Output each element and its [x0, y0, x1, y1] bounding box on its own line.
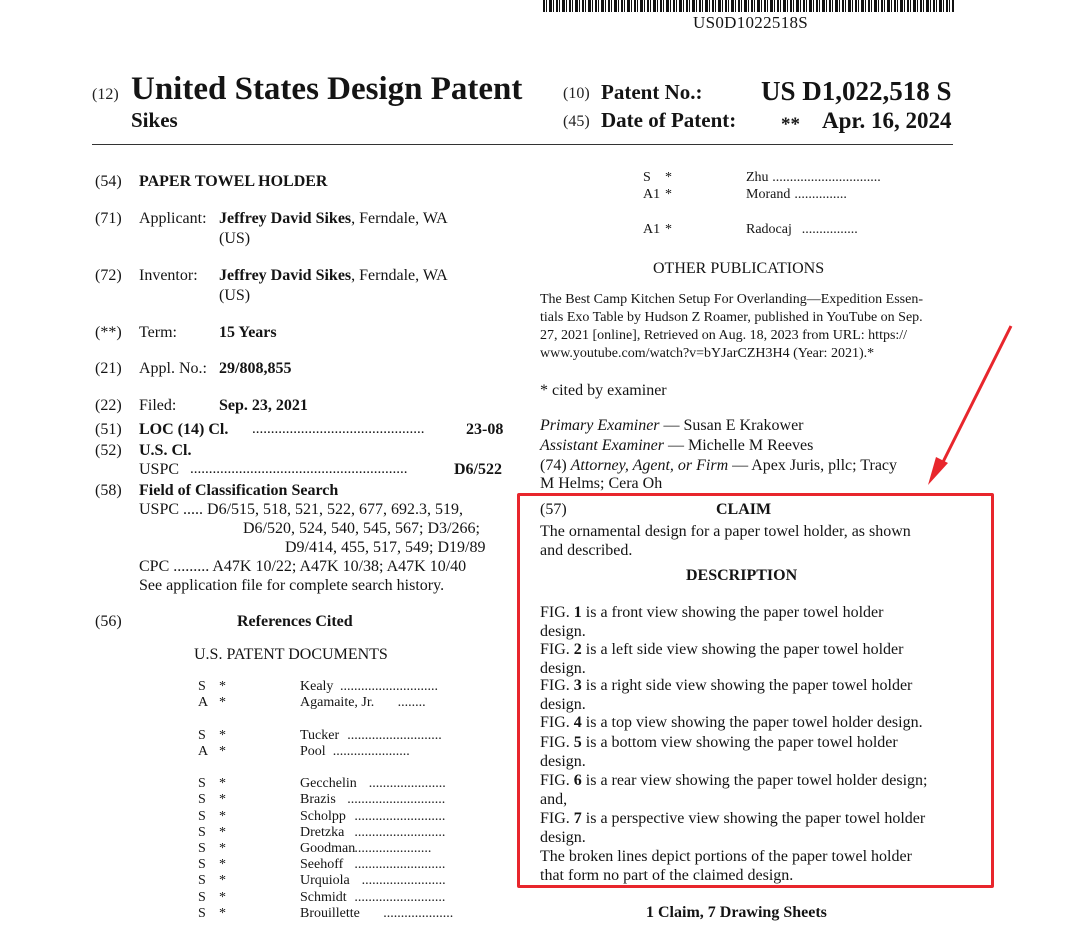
attorney-label: Attorney, Agent, or Firm: [570, 457, 729, 474]
figure-description-cont: design.: [540, 753, 586, 770]
ref-kind: S: [198, 889, 206, 905]
claim-title: CLAIM: [716, 501, 772, 518]
ref-kind: A: [198, 695, 209, 711]
field-line-5: See application file for complete search history.: [139, 577, 445, 594]
code-54: (54): [95, 173, 122, 190]
ref-star: *: [219, 776, 226, 792]
barcode-text: US0D1022518S: [693, 13, 809, 32]
fig-text: is a right side view showing the paper towel holder: [581, 677, 913, 694]
assistant-examiner-name: — Michelle M Reeves: [664, 437, 814, 454]
us-cl-label: U.S. Cl.: [139, 442, 192, 459]
other-pub-line-4: www.youtube.com/watch?v=bYJarCZH3H4 (Year: 2021).*: [540, 346, 875, 361]
ref-star: *: [219, 727, 226, 743]
appl-no-value: 29/808,855: [219, 360, 292, 377]
code-22: (22): [95, 397, 122, 414]
cited-by-examiner-note: * cited by examiner: [540, 382, 667, 399]
fig-number: 1: [573, 604, 582, 621]
fig-text: is a bottom view showing the paper towel holder: [581, 734, 898, 751]
ref-kind: A: [198, 743, 209, 759]
ref-star: *: [219, 824, 226, 840]
ref-star: *: [219, 857, 226, 873]
code-term: (**): [95, 324, 122, 341]
ref-star: *: [219, 792, 226, 808]
figure-description-cont: design.: [540, 660, 586, 677]
uspc-value: D6/522: [454, 461, 502, 478]
fig-number: 3: [573, 677, 582, 694]
primary-examiner: [540, 416, 804, 435]
field-search-label: Field of Classification Search: [139, 482, 339, 499]
ref-dots: ........................: [361, 873, 446, 889]
ref-dots: ...........................: [347, 727, 442, 743]
fig-prefix: FIG.: [540, 772, 574, 789]
date-of-patent: Apr. 16, 2024: [822, 108, 952, 133]
applicant-country: (US): [219, 230, 251, 247]
date-term-mark: **: [781, 114, 800, 135]
design-title: PAPER TOWEL HOLDER: [139, 173, 328, 190]
fig-prefix: FIG.: [540, 734, 574, 751]
ref-kind: S: [198, 841, 206, 856]
field-line-3: D9/414, 455, 517, 549; D19/89: [285, 539, 486, 556]
ref-name: Dretzka: [300, 824, 345, 840]
assistant-examiner-label: Assistant Examiner: [540, 437, 664, 454]
term-value: 15 Years: [219, 324, 277, 341]
ref-star: *: [219, 695, 226, 711]
fig-text: is a left side view showing the paper towel holder: [581, 641, 904, 658]
applicant-location: , Ferndale, WA: [351, 210, 448, 227]
ref-star: *: [219, 743, 226, 759]
fig-prefix: FIG.: [540, 604, 574, 621]
fig-number: 2: [573, 641, 582, 658]
applicant: [219, 209, 448, 228]
inventor-label: Inventor:: [139, 267, 198, 284]
field-line-2: D6/520, 524, 540, 545, 567; D3/266;: [243, 520, 480, 537]
references-cited-title: References Cited: [237, 613, 353, 630]
ref-kind: S: [198, 873, 206, 889]
date-of-patent-label: Date of Patent:: [601, 108, 737, 132]
barcode: [543, 0, 954, 12]
fig-text: is a rear view showing the paper towel holder design;: [581, 772, 928, 789]
figure-description-cont: design.: [540, 696, 586, 713]
ref-name: Scholpp: [300, 808, 346, 824]
ref-dots: ...............: [794, 187, 847, 203]
ref-name: Seehoff: [300, 857, 344, 873]
broken-lines-line-2: that form no part of the claimed design.: [540, 867, 794, 884]
ref-name: Agamaite, Jr.: [300, 695, 375, 711]
loc-label: LOC (14) Cl.: [139, 421, 229, 438]
ref-kind: S: [198, 857, 206, 873]
other-pub-line-2: tials Exo Table by Hudson Z Roamer, published in YouTube on Sep.: [540, 310, 923, 325]
other-pub-line-1: The Best Camp Kitchen Setup For Overlanding—Expedition Essen-: [540, 292, 923, 307]
inventor-location: , Ferndale, WA: [351, 267, 448, 284]
ref-name: Tucker: [300, 727, 340, 743]
fig-number: 4: [573, 714, 582, 731]
ref-star: *: [665, 221, 672, 237]
ref-star: *: [219, 808, 226, 824]
ref-dots: ..........................: [354, 889, 446, 905]
ref-star: *: [219, 841, 226, 856]
ref-dots: ......................: [368, 776, 446, 792]
term-label: Term:: [139, 324, 177, 341]
appl-no-label: Appl. No.:: [139, 360, 207, 377]
primary-examiner-name: — Susan E Krakower: [659, 417, 804, 434]
fig-text: is a perspective view showing the paper towel holder: [581, 810, 926, 827]
field-line-4: CPC ......... A47K 10/22; A47K 10/38; A47K 10/40: [139, 558, 467, 575]
other-pub-line-3: 27, 2021 [online], Retrieved on Aug. 18, 2023 from URL: https://: [540, 328, 908, 343]
inventor-name: Jeffrey David Sikes: [219, 267, 352, 284]
ref-kind: A1: [643, 221, 661, 237]
primary-examiner-label: Primary Examiner: [540, 417, 660, 434]
highlight-box: [517, 493, 994, 888]
ref-kind: S: [198, 905, 206, 921]
attorney: [540, 456, 897, 475]
ref-dots: ..........................: [354, 808, 446, 824]
ref-kind: S: [198, 679, 206, 694]
field-line-1: USPC ..... D6/515, 518, 521, 522, 677, 692.3, 519,: [139, 501, 464, 518]
ref-name: Pool: [300, 743, 326, 759]
claim-line-2: and described.: [540, 542, 633, 559]
claims-sheets-footer: 1 Claim, 7 Drawing Sheets: [646, 904, 827, 921]
ref-dots: ......................: [332, 743, 410, 759]
code-71: (71): [95, 210, 122, 227]
applicant-label: Applicant:: [139, 210, 207, 227]
filed-label: Filed:: [139, 397, 177, 414]
ref-dots: ..........................: [354, 857, 446, 873]
fig-prefix: FIG.: [540, 677, 574, 694]
attorney-name-1: — Apex Juris, pllc; Tracy: [728, 457, 898, 474]
code-45: (45): [563, 113, 590, 130]
code-21: (21): [95, 360, 122, 377]
ref-name: Radocaj: [746, 221, 792, 237]
description-title: DESCRIPTION: [686, 567, 798, 584]
patent-number: US D1,022,518 S: [761, 76, 952, 106]
code-72: (72): [95, 267, 122, 284]
claim-line-1: The ornamental design for a paper towel holder, as shown: [540, 523, 911, 540]
ref-star: *: [665, 170, 672, 185]
fig-prefix: FIG.: [540, 810, 574, 827]
ref-dots: ................: [801, 221, 858, 237]
applicant-name: Jeffrey David Sikes: [219, 210, 352, 227]
code-56: (56): [95, 613, 122, 630]
header-rule: [92, 144, 953, 145]
fig-number: 7: [573, 810, 582, 827]
ref-dots: ............................: [347, 792, 446, 808]
attorney-name-2: M Helms; Cera Oh: [540, 475, 663, 492]
ref-name: Zhu: [746, 170, 769, 185]
broken-lines-line-1: The broken lines depict portions of the paper towel holder: [540, 848, 912, 865]
filed-value: Sep. 23, 2021: [219, 397, 308, 414]
ref-kind: S: [198, 792, 206, 808]
fig-number: 6: [573, 772, 582, 789]
code-57: (57): [540, 501, 567, 518]
ref-name: Brazis: [300, 792, 336, 808]
ref-dots: ..........................: [354, 824, 446, 840]
ref-star: *: [219, 873, 226, 889]
patent-title: United States Design Patent: [131, 71, 523, 107]
ref-name: Gecchelin: [300, 776, 357, 792]
ref-dots: ............................: [340, 679, 438, 694]
ref-name: Brouillette: [300, 905, 360, 921]
ref-name: Morand: [746, 187, 791, 203]
fig-number: 5: [573, 734, 582, 751]
ref-name: Schmidt: [300, 889, 347, 905]
ref-star: *: [219, 889, 226, 905]
ref-dots: ...............................: [772, 170, 881, 185]
ref-star: *: [665, 187, 672, 203]
ref-kind: S: [198, 727, 206, 743]
ref-kind: S: [198, 808, 206, 824]
ref-star: *: [219, 905, 226, 921]
ref-dots: ....................: [383, 905, 454, 921]
figure-description-cont: design.: [540, 829, 586, 846]
uspc-dots: ..........................................................: [190, 461, 408, 477]
us-patent-documents-title: U.S. PATENT DOCUMENTS: [194, 646, 388, 663]
loc-value: 23-08: [466, 421, 504, 438]
code-58: (58): [95, 482, 122, 499]
fig-text: is a front view showing the paper towel holder: [581, 604, 884, 621]
code-51: (51): [95, 421, 122, 438]
figure-description-cont: and,: [540, 791, 568, 808]
code-52: (52): [95, 442, 122, 459]
assistant-examiner: [540, 436, 813, 455]
fig-prefix: FIG.: [540, 641, 574, 658]
ref-star: *: [219, 679, 226, 694]
ref-name: Urquiola: [300, 873, 350, 889]
loc-dots: ..............................................: [252, 421, 425, 437]
fig-prefix: FIG.: [540, 714, 574, 731]
uspc-label: USPC: [139, 461, 180, 478]
other-publications-title: OTHER PUBLICATIONS: [653, 260, 825, 277]
ref-kind: S: [198, 824, 206, 840]
patent-no-label: Patent No.:: [601, 80, 703, 104]
ref-name: Goodman: [300, 841, 356, 856]
inventor-country: (US): [219, 287, 251, 304]
ref-kind: A1: [643, 187, 661, 203]
ref-dots: ......................: [354, 841, 432, 856]
figure-description-cont: design.: [540, 623, 586, 640]
code-12: (12): [92, 86, 119, 103]
ref-name: Kealy: [300, 679, 334, 694]
code-10: (10): [563, 85, 590, 102]
ref-kind: S: [643, 170, 651, 185]
inventor-surname: Sikes: [131, 108, 178, 132]
attorney-code: (74): [540, 457, 571, 474]
inventor: [219, 266, 448, 285]
ref-kind: S: [198, 776, 206, 792]
ref-dots: ........: [397, 695, 426, 711]
fig-text: is a top view showing the paper towel holder design.: [581, 714, 923, 731]
